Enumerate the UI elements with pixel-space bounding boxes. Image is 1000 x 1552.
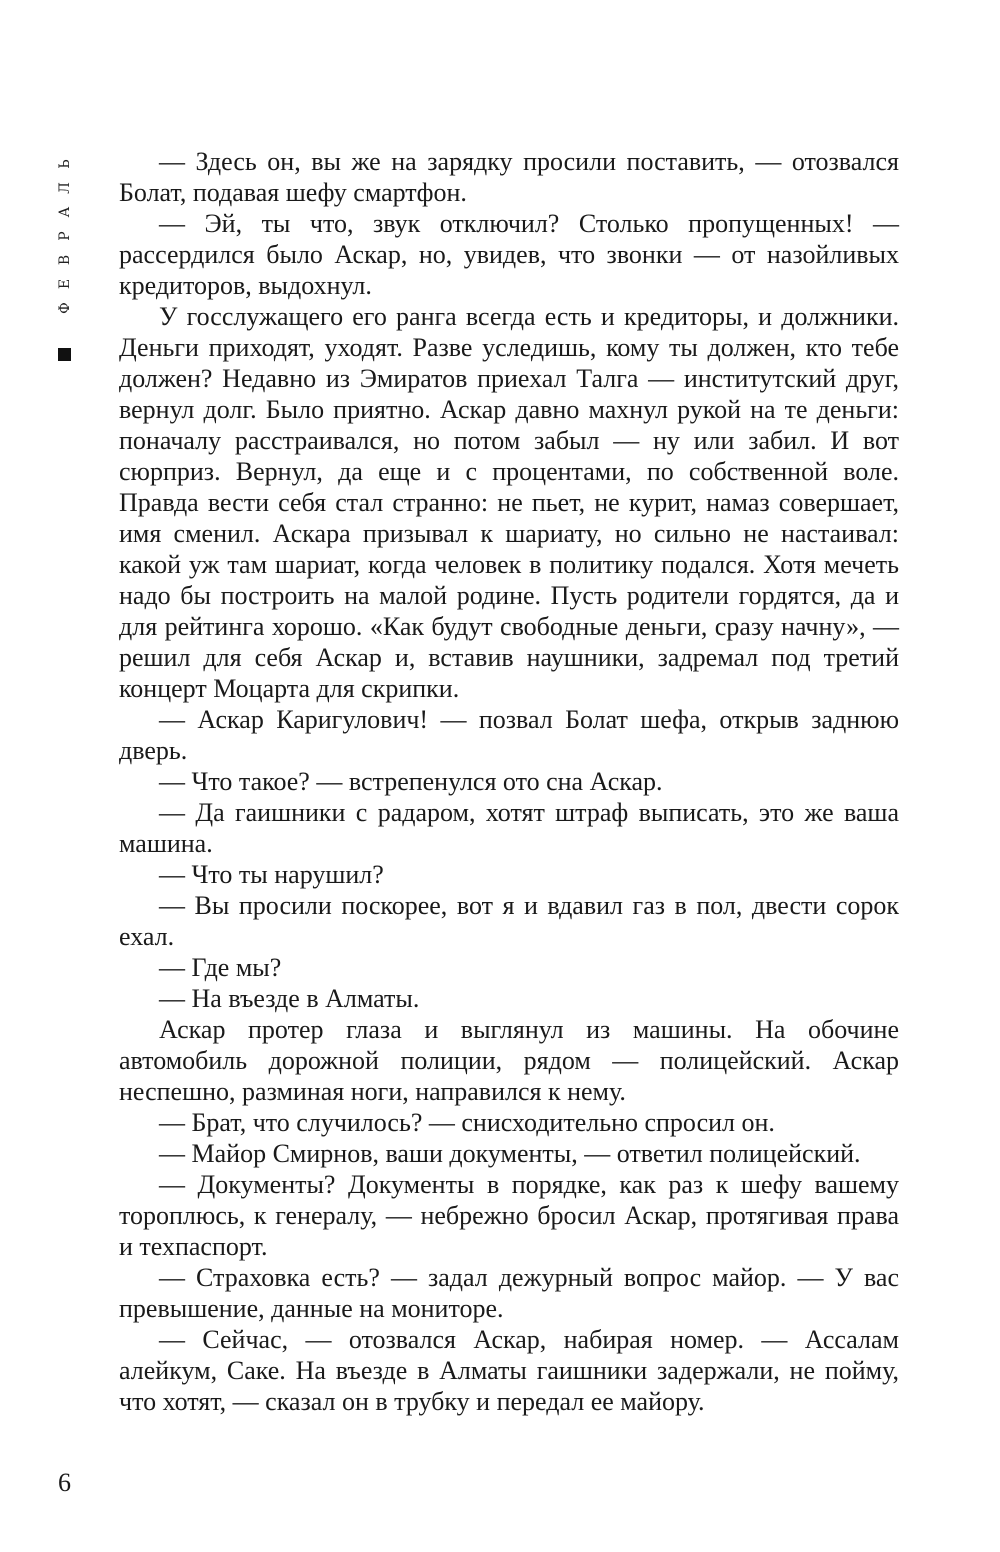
- page-number: 6: [58, 1468, 71, 1497]
- paragraph: — Сейчас, — отозвался Аскар, набирая номер. — Ассалам алейкум, Саке. На въезде в Алматы гаишники задержали, не пойму, что хотят, — сказал он в трубку и передал ее майору.: [119, 1325, 899, 1416]
- paragraph: — Здесь он, вы же на зарядку просили поставить, — отозвался Болат, подавая шефу смартфон.: [119, 147, 899, 207]
- paragraph: — Да гаишники с радаром, хотят штраф выписать, это же ваша машина.: [119, 798, 899, 858]
- paragraph: У госслужащего его ранга всегда есть и кредиторы, и должники. Деньги приходят, уходят. Разве уследишь, кому ты должен, кто тебе должен? Недавно из Эмиратов приехал Талга — институтский друг, вернул долг. Было приятно. Аскар давно махнул рукой на те деньги: поначалу расстраивался, но потом забыл — ну или забил. И вот сюрприз. Вернул, да еще и с процентами, по собственной воле. Правда вести себя стал странно: не пьет, не курит, намаз совершает, имя сменил. Аскара призывал к шариату, но сильно не настаивал: какой уж там шариат, когда человек в политику подался. Хотя мечеть надо бы построить на малой родине. Пусть родители гордятся, да и для рейтинга хорошо. «Как будут свободные деньги, сразу начну», — решил для себя Аскар и, вставив наушники, задремал под третий концерт Моцарта для скрипки.: [119, 302, 899, 703]
- paragraph: — Что такое? — встрепенулся ото сна Аскар.: [159, 767, 663, 796]
- running-head-letter: Ь: [57, 159, 73, 169]
- running-head-letter: А: [57, 206, 73, 218]
- running-head-letter: Е: [57, 278, 73, 290]
- running-head-vertical: [56, 152, 74, 320]
- paragraph: — Документы? Документы в порядке, как раз к шефу вашему тороплюсь, к генералу, — небрежно бросил Аскар, протягивая права и техпаспорт.: [119, 1170, 899, 1261]
- paragraph: — Вы просили поскорее, вот я и вдавил газ в пол, двести сорок ехал.: [119, 891, 899, 951]
- running-head-letter: Р: [57, 231, 73, 241]
- paragraph: — Где мы?: [159, 953, 282, 982]
- paragraph: — Эй, ты что, звук отключил? Столько пропущенных! — рассердился было Аскар, но, увидев, что звонки — от назойливых кредиторов, выдохнул.: [119, 209, 899, 300]
- running-head-letter: Л: [57, 182, 73, 194]
- paragraph: — Что ты нарушил?: [159, 860, 384, 889]
- paragraph: — Страховка есть? — задал дежурный вопрос майор. — У вас превышение, данные на мониторе.: [119, 1263, 899, 1323]
- paragraph: — Брат, что случилось? — снисходительно спросил он.: [159, 1108, 775, 1137]
- paragraph: — Майор Смирнов, ваши документы, — ответил полицейский.: [159, 1139, 861, 1168]
- section-marker-square: [58, 348, 71, 361]
- paragraph: — На въезде в Алматы.: [159, 984, 420, 1013]
- body-text: [119, 146, 899, 1417]
- running-head-letter: В: [57, 254, 73, 266]
- paragraph: — Аскар Каригулович! — позвал Болат шефа, открыв заднюю дверь.: [119, 705, 899, 765]
- running-head-letter: Ф: [57, 302, 73, 314]
- paragraph: Аскар протер глаза и выглянул из машины. На обочине автомобиль дорожной полиции, рядом — полицейский. Аскар неспешно, разминая ноги, направился к нему.: [119, 1015, 899, 1106]
